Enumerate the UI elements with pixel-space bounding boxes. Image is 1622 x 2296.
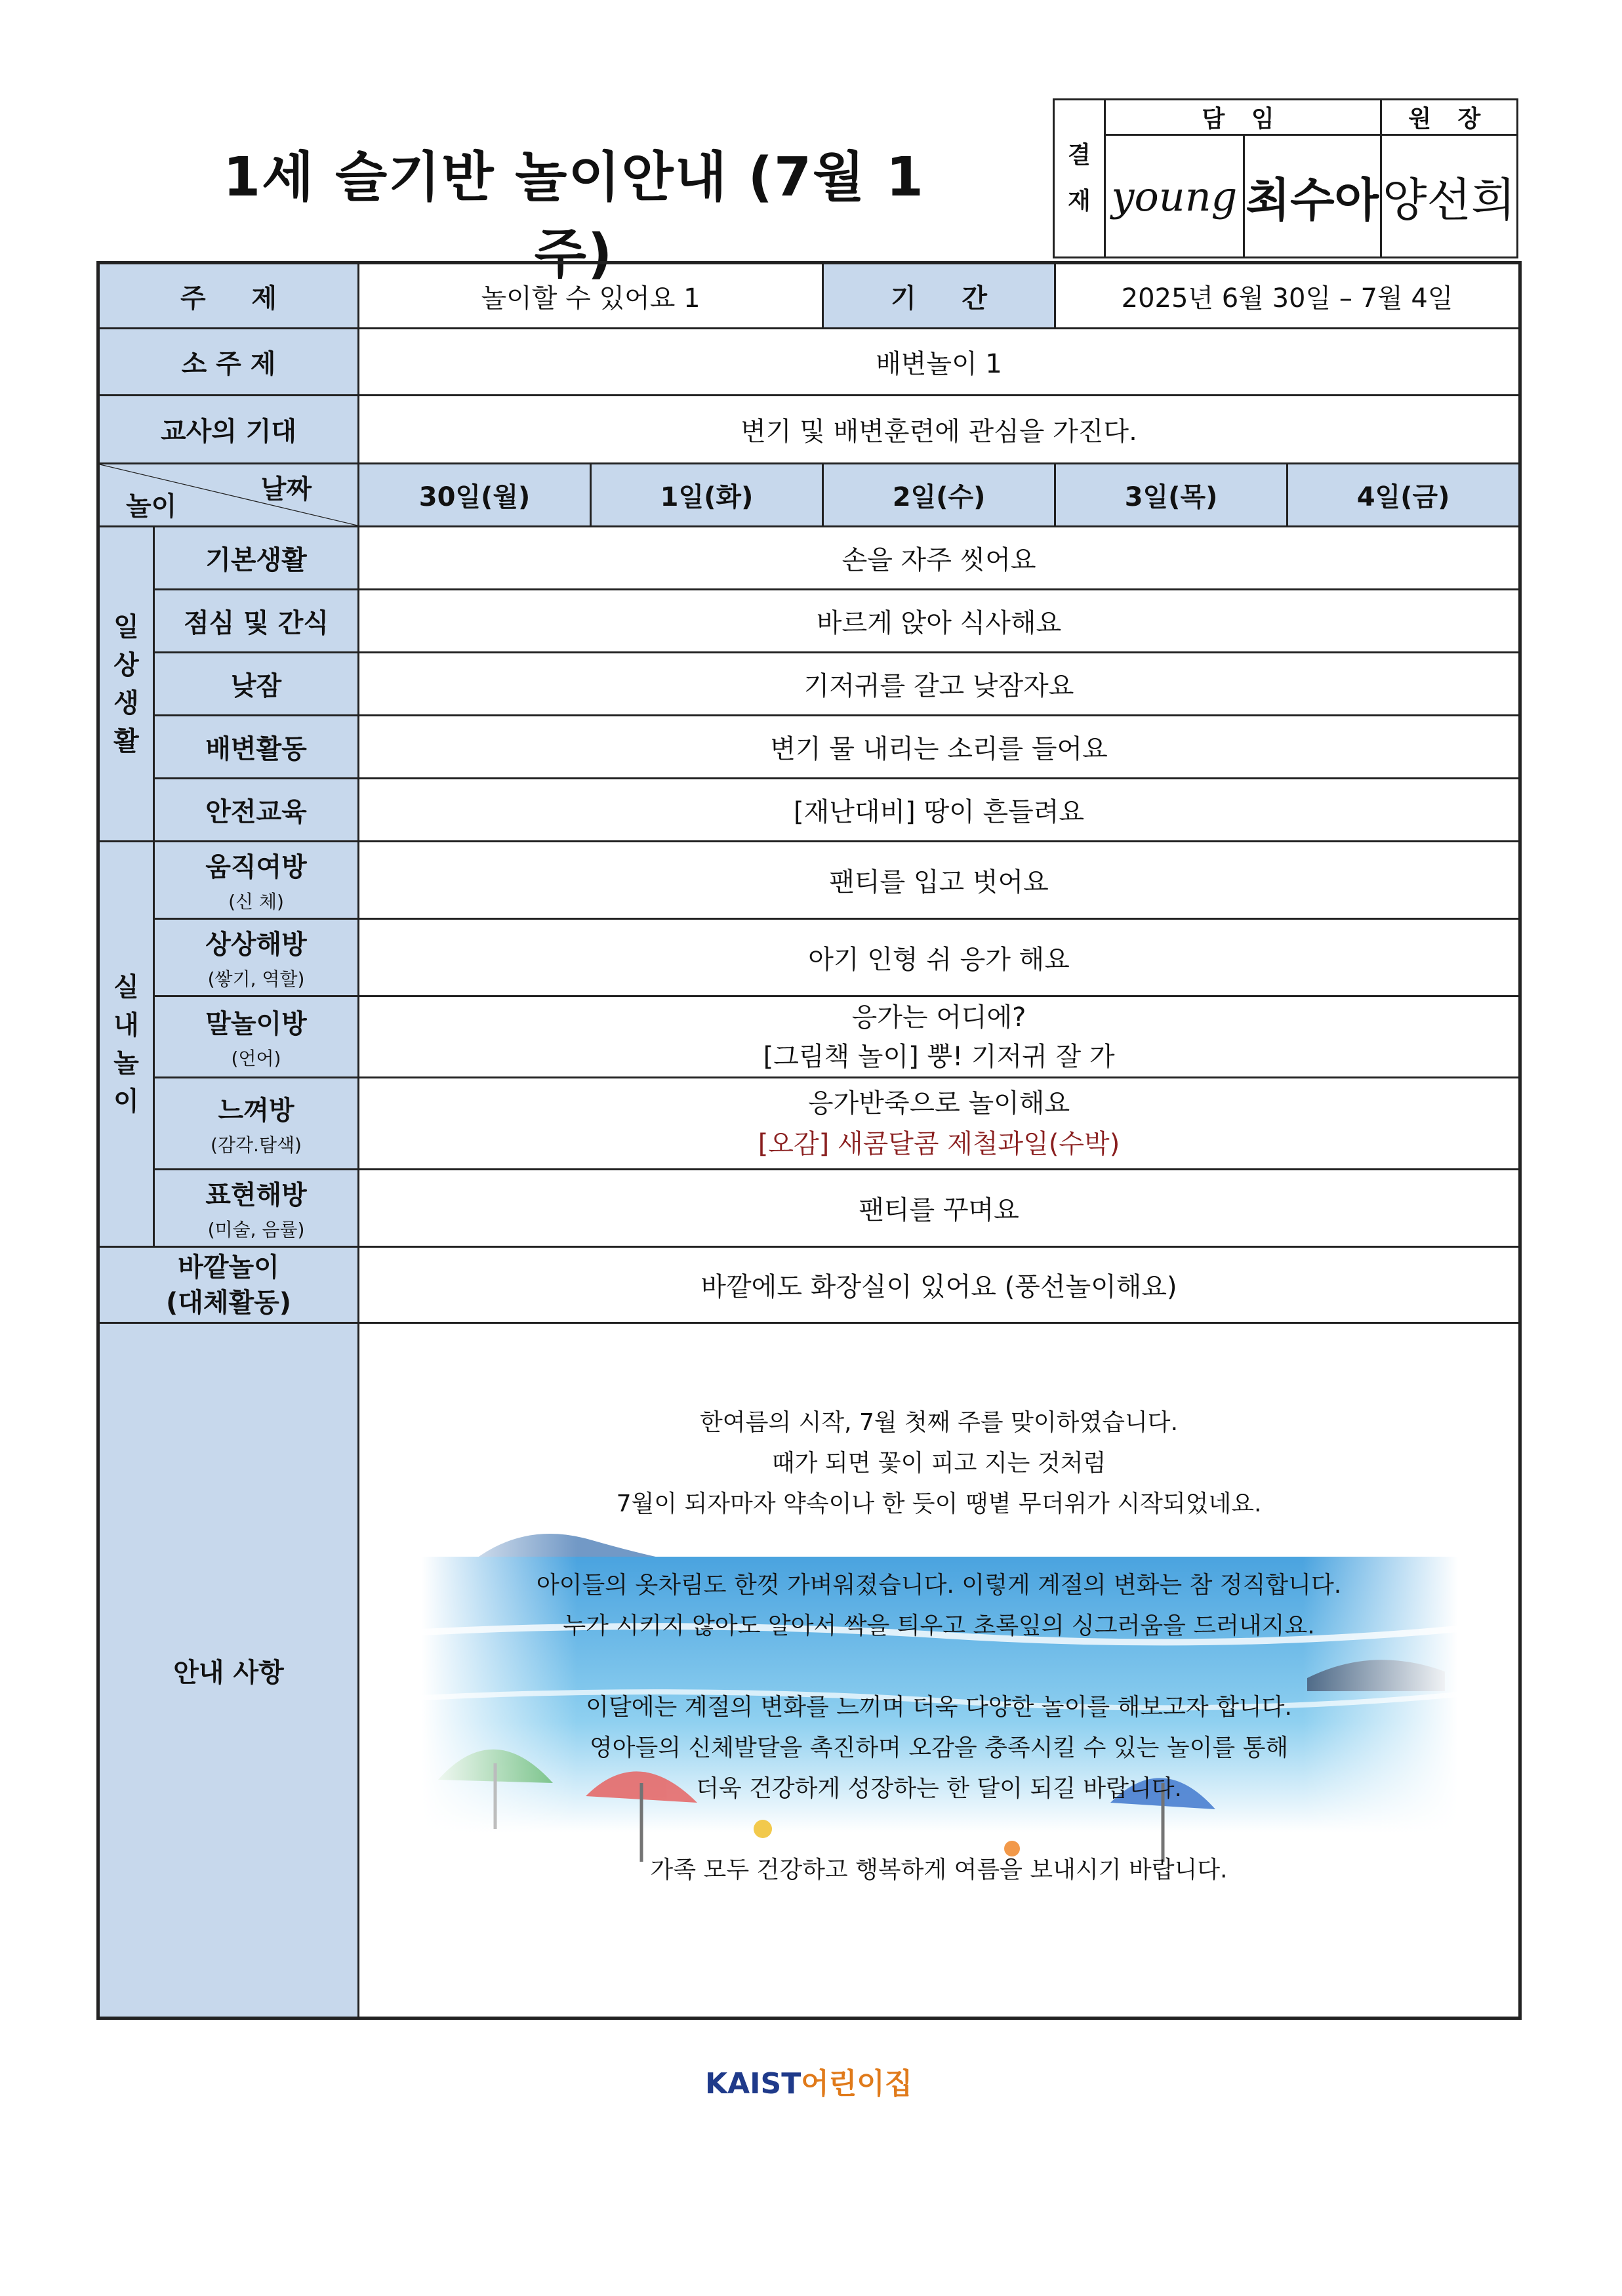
- day-thu: 3일(목): [1055, 464, 1287, 527]
- approval-box: [1053, 98, 1518, 258]
- indoor-content-sensory: 응가반죽으로 놀이해요 [오감] 새콤달콤 제철과일(수박): [359, 1078, 1520, 1170]
- daily-label-basic: 기본생활: [154, 527, 359, 590]
- theme-value: 놀이할 수 있어요 1: [359, 263, 823, 329]
- outdoor-label: 바깥놀이 (대체활동): [98, 1247, 359, 1323]
- daily-content-meal: 바르게 앉아 식사해요: [359, 590, 1520, 653]
- indoor-label-movement: 움직여방 (신 체): [154, 842, 359, 919]
- daily-content-nap: 기저귀를 갈고 낮잠자요: [359, 653, 1520, 716]
- daily-label-safety: 안전교육: [154, 779, 359, 842]
- daily-content-toilet: 변기 물 내리는 소리를 들어요: [359, 716, 1520, 779]
- approval-label-1: 결: [1067, 142, 1091, 169]
- indoor-content-movement: 팬티를 입고 벗어요: [359, 842, 1520, 919]
- daily-content-basic: 손을 자주 씻어요: [359, 527, 1520, 590]
- subtheme-value: 배변놀이 1: [359, 329, 1520, 396]
- indoor-content-expression: 팬티를 꾸며요: [359, 1170, 1520, 1247]
- indoor-label-imagination: 상상해방 (쌓기, 역할): [154, 919, 359, 996]
- daily-label-toilet: 배변활동: [154, 716, 359, 779]
- signature-director: 양선희: [1381, 135, 1517, 258]
- director-header: 원 장: [1381, 100, 1517, 135]
- expect-label: 교사의 기대: [98, 396, 359, 464]
- day-wed: 2일(수): [823, 464, 1055, 527]
- daily-label-meal: 점심 및 간식: [154, 590, 359, 653]
- daily-life-group: 일 상 생 활: [98, 527, 154, 842]
- signature-homeroom: 최수아: [1244, 135, 1381, 258]
- indoor-label-expression: 표현해방 (미술, 음률): [154, 1170, 359, 1247]
- outdoor-content: 바깥에도 화장실이 있어요 (풍선놀이해요): [359, 1247, 1520, 1323]
- approval-label-2: 재: [1067, 188, 1091, 215]
- indoor-label-sensory: 느껴방 (감각.탐색): [154, 1078, 359, 1170]
- daily-label-nap: 낮잠: [154, 653, 359, 716]
- homeroom-header: 담 임: [1105, 100, 1381, 135]
- day-mon: 30일(월): [359, 464, 591, 527]
- notice-content: [359, 1323, 1520, 2019]
- subtheme-label: 소 주 제: [98, 329, 359, 396]
- plan-table: [96, 261, 1522, 2020]
- page-title: 1세 슬기반 놀이안내 (7월 1주): [223, 146, 925, 285]
- date-play-header: [98, 464, 359, 527]
- day-tue: 1일(화): [591, 464, 823, 527]
- notice-label: 안내 사항: [98, 1323, 359, 2019]
- play-label: 놀이: [126, 491, 177, 522]
- kaist-daycare-logo: KAIST어린이집: [705, 2067, 913, 2101]
- indoor-play-group: 실 내 놀 이: [98, 842, 154, 1247]
- indoor-content-imagination: 아기 인형 쉬 응가 해요: [359, 919, 1520, 996]
- day-fri: 4일(금): [1287, 464, 1520, 527]
- expect-value: 변기 및 배변훈련에 관심을 가진다.: [359, 396, 1520, 464]
- indoor-content-language: 응가는 어디에? [그림책 놀이] 뿡! 기저귀 잘 가: [359, 996, 1520, 1078]
- theme-label: 주 제: [98, 263, 359, 329]
- date-label: 날짜: [260, 474, 312, 504]
- approval-label: [1054, 100, 1105, 258]
- signature-young: young: [1105, 135, 1244, 258]
- notice-text: 한여름의 시작, 7월 첫째 주를 맞이하였습니다. 때가 되면 꽃이 피고 지는 것처럼 7월이 되자마자 약속이나 한 듯이 땡볕 무더위가 시작되었네요. 아이들의 옷차림도 한껏 가벼워졌습니다. 이렇게 계절의 변화는 참 정직합니다. 누가 시키지 않아도 알아서 싹을 틔우고 초록잎의 싱그러움을 드러내지요. 이달에는 계절의 변화를 느끼며 더욱 다양한 놀이를 해보고자 합니다. 영아들의 신체발달을 촉진하며 오감을 충족시킬 수 있는 놀이를 통해 더욱 건강하게 성장하는 한 달이 되길 바랍니다. 가족 모두 건강하고 행복하게 여름을 보내시기 바랍니다.: [536, 1409, 1342, 1883]
- period-label: 기 간: [823, 263, 1055, 329]
- daily-content-safety: [재난대비] 땅이 흔들려요: [359, 779, 1520, 842]
- period-value: 2025년 6월 30일 – 7월 4일: [1055, 263, 1520, 329]
- indoor-label-language: 말놀이방 (언어): [154, 996, 359, 1078]
